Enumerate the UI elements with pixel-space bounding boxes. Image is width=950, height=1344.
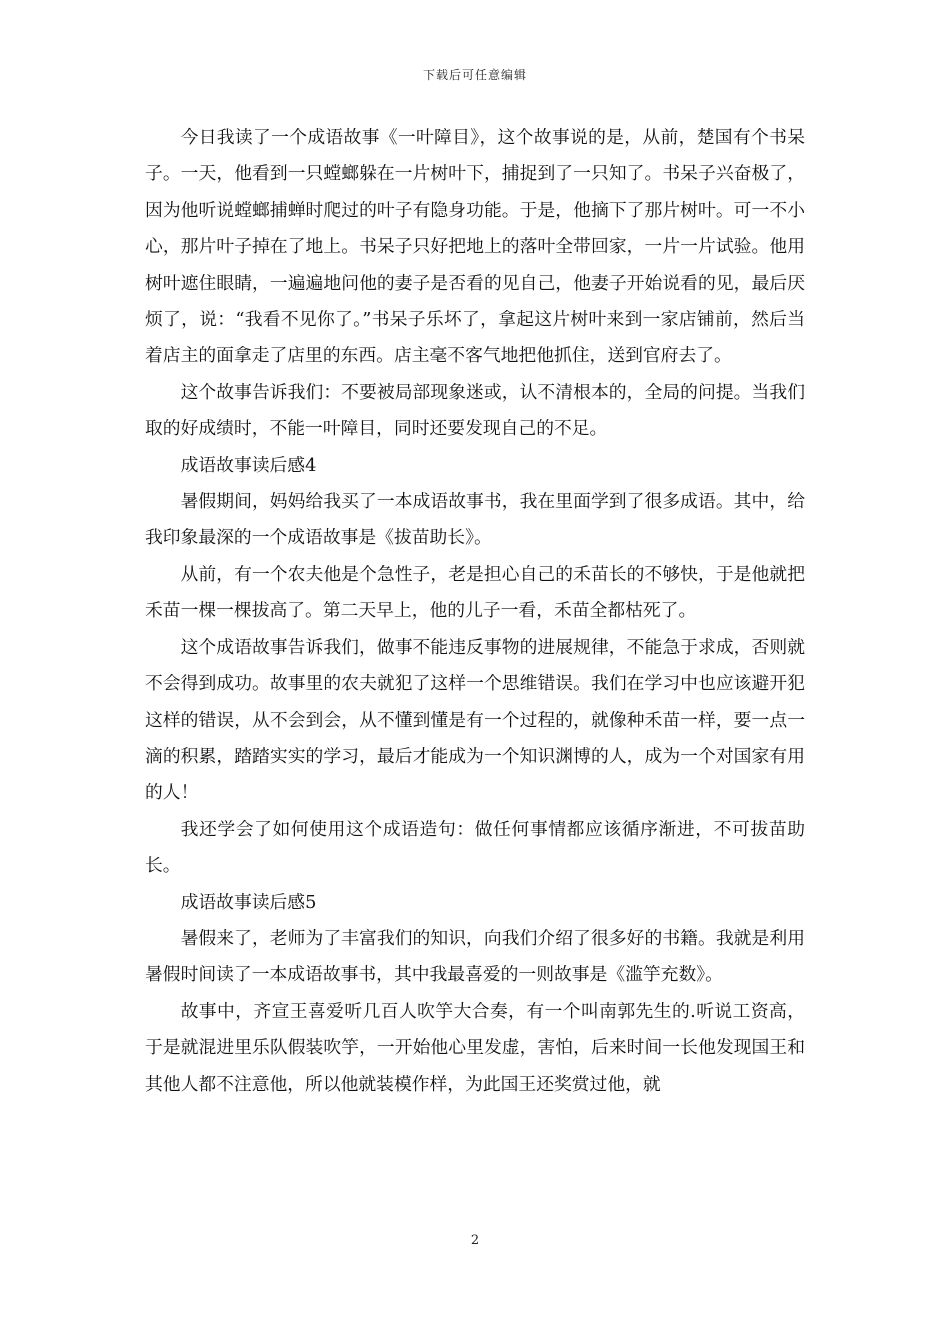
section-heading: 成语故事读后感5 bbox=[180, 891, 317, 913]
paragraph: 暑假期间，妈妈给我买了一本成语故事书，我在里面学到了很多成语。其中，给我印象最深的一个成语故事是《拔苗助长》。 bbox=[145, 491, 805, 549]
paragraph: 暑假来了，老师为了丰富我们的知识，向我们介绍了很多好的书籍。我就是利用暑假时间读了一本成语故事书，其中我最喜爱的一则故事是《滥竽充数》。 bbox=[145, 927, 805, 986]
paragraph: 从前，有一个农夫他是个急性子，老是担心自己的禾苗长的不够快，于是他就把禾苗一棵一棵拔高了。第二天早上，他的儿子一看，禾苗全都枯死了。 bbox=[145, 563, 805, 622]
paragraph: 今日我读了一个成语故事《一叶障目》，这个故事说的是，从前，楚国有个书呆子。一天，他看到一只螳螂躲在一片树叶下，捕捉到了一只知了。书呆子兴奋极了，因为他听说螳螂捕蝉时爬过的叶子有隐身功能。于是，他摘下了那片树叶。可一不小心，那片叶子掉在了地上。书呆子只好把地上的落叶全带回家，一片一片试验。他用树叶遮住眼睛，一遍遍地问他的妻子是否看的见自己，他妻子开始说看的见，最后厌烦了，说：“我看不见你了。”书呆子乐坏了，拿起这片树叶来到一家店铺前，然后当着店主的面拿走了店里的东西。店主毫不客气地把他抓住，送到官府去了。 bbox=[145, 127, 805, 367]
paragraph: 我还学会了如何使用这个成语造句：做任何事情都应该循序渐进，不可拔苗助长。 bbox=[145, 818, 805, 877]
paragraph: 故事中，齐宣王喜爱听几百人吹竽大合奏，有一个叫南郭先生的.听说工资高，于是就混进里乐队假装吹竽，一开始他心里发虚，害怕，后来时间一长他发现国王和其他人都不注意他，所以他就装模作样，为此国王还奖赏过他，就 bbox=[145, 1000, 805, 1095]
paragraph: 这个故事告诉我们：不要被局部现象迷或，认不清根本的，全局的问提。当我们取的好成绩时，不能一叶障目，同时还要发现自己的不足。 bbox=[145, 381, 805, 440]
page-header: 下载后可任意编辑 bbox=[422, 68, 527, 82]
section-heading: 成语故事读后感4 bbox=[180, 454, 317, 476]
paragraph: 这个成语故事告诉我们，做事不能违反事物的进展规律，不能急于求成，否则就不会得到成功。故事里的农夫就犯了这样一个思维错误。我们在学习中也应该避开犯这样的错误，从不会到会，从不懂到懂是有一个过程的，就像种禾苗一样，要一点一滴的积累，踏踏实实的学习，最后才能成为一个知识渊博的人，成为一个对国家有用的人！ bbox=[145, 636, 805, 804]
document-body bbox=[145, 120, 805, 1103]
page-number: 2 bbox=[470, 1233, 480, 1248]
